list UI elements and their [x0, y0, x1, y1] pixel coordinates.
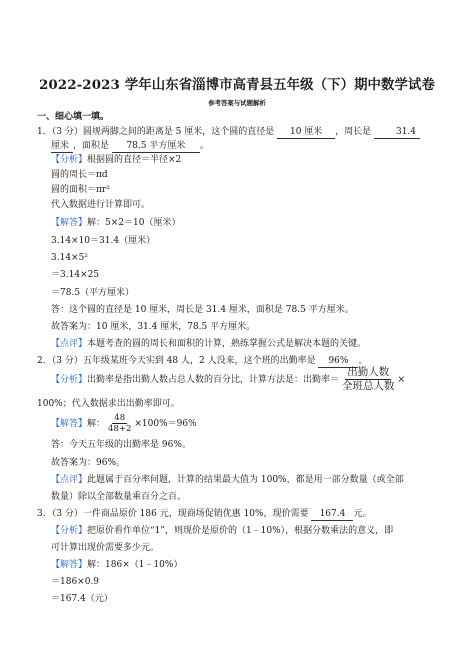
q1-solution-line-5: ＝78.5（平方厘米）: [51, 288, 135, 298]
q2-analysis-text-1: 出勤率是指出勤人数占总人数的百分比，计算方法是：出勤率＝: [87, 375, 340, 385]
q1-solution-line-7: 故答案为：10 厘米，31.4 厘米，78.5 平方厘米。: [51, 322, 256, 332]
q1-stem: [37, 126, 420, 139]
q1-comment-line: [51, 338, 366, 351]
q2-solution-tag: 【解答】: [51, 419, 88, 429]
q3-analysis-tag: 【分析】: [51, 526, 88, 536]
q1-analysis-text-1: 根据圆的直径＝半径×2: [87, 155, 182, 165]
q1-solution-text-1: 解：5×2＝10（厘米）: [87, 218, 181, 228]
q3-solution-line-2: ＝186×0.9: [51, 577, 100, 587]
q2-comment-line-2: 数量）除以全部数量乘百分之百。: [51, 492, 187, 502]
q1-stem-text: 1．（3 分）圆规两脚之间的距离是 5 厘米，这个圆的直径是: [37, 127, 275, 137]
q2-comment-tag: 【点评】: [51, 475, 88, 485]
q1-blank-diameter: 10 厘米: [277, 126, 335, 139]
q3-analysis-text-1: 把原价看作单位“1”，则现价是原价的（1﹣10%），根据分数乘法的意义，即: [87, 526, 394, 536]
q1-analysis-tag: 【分析】: [51, 155, 88, 165]
q1-solution-line-2: 3.14×10＝31.4（厘米）: [51, 236, 156, 246]
q1-analysis-line-4: 代入数据进行计算即可。: [51, 200, 151, 210]
solution-fraction-numerator: 48: [114, 413, 126, 423]
q3-solution-line-1: [51, 559, 182, 572]
q3-stem-end: 元。: [353, 509, 372, 519]
q2-comment-text-1: 此题属于百分率问题，计算的结果最大值为 100%，都是用一部分数量（或全部: [87, 475, 404, 485]
q3-solution-text-1: 解：186×（1﹣10%）: [87, 560, 183, 570]
q1-solution-line-1: [51, 217, 180, 230]
q1-stem-end: 。: [199, 141, 209, 151]
fraction-numerator: 出勤人数: [347, 366, 390, 378]
q1-solution-line-3: 3.14×5²: [51, 253, 88, 263]
q2-analysis-tag: 【分析】: [51, 375, 88, 385]
solution-fraction-denominator: 48+2: [108, 424, 132, 434]
q1-blank-circumference: 31.4: [374, 126, 420, 139]
q1-blank-area: 78.5 平方厘米: [112, 140, 200, 153]
q2-solution-pre: 解：: [87, 419, 106, 429]
times-sign: ×: [397, 375, 406, 385]
q3-analysis-line-2: 可计算出现价需要多少元。: [51, 543, 160, 553]
q2-stem-text: 2．（3 分）五年级某班今天实到 48 人，2 人没来，这个班的出勤率是: [37, 356, 316, 366]
q2-blank-rate: 96%: [318, 355, 358, 368]
fraction-denominator: 全班总人数: [342, 380, 395, 392]
q3-analysis-line-1: [51, 525, 393, 538]
q1-solution-line-6: 答：这个圆的直径是 10 厘米，周长是 31.4 厘米，面积是 78.5 平方厘米。: [51, 305, 354, 315]
q3-stem: [37, 508, 371, 521]
document-title: 2022-2023 学年山东省淄博市高青县五年级（下）期中数学试卷: [38, 77, 436, 93]
q1-solution-line-4: ＝3.14×25: [51, 270, 100, 280]
q2-comment-line-1: [51, 474, 404, 487]
section-heading: 一、细心填一填。: [37, 112, 110, 122]
document-subtitle: 参考答案与试题解析: [208, 99, 266, 107]
q2-analysis-line-2: 100%；代入数据求出出勤率即可。: [37, 399, 180, 409]
q1-analysis-line-3: 圆的面积＝πr²: [51, 185, 110, 195]
solution-fraction: [106, 413, 133, 434]
q3-solution-line-3: ＝167.4（元）: [51, 594, 113, 604]
q2-solution-line-2: 答：今天五年级的出勤率是 96%。: [51, 440, 191, 450]
q2-solution-line-1: [51, 411, 197, 437]
q3-blank-price: 167.4: [311, 508, 353, 521]
q2-solution-post: ×100%＝96%: [134, 419, 197, 429]
q1-comment-text: 本题考查的圆的周长和面积的计算，熟练掌握公式是解决本题的关键。: [87, 339, 367, 349]
q3-solution-tag: 【解答】: [51, 560, 88, 570]
q2-stem-end: 。: [358, 356, 368, 366]
q1-analysis-line-2: 圆的周长＝πd: [51, 170, 108, 180]
q1-analysis-line-1: [51, 154, 181, 167]
q2-analysis-line-1: [51, 366, 405, 394]
q1-stem-mid-b: ，面积是: [73, 141, 110, 151]
q1-stem-mid-a: ，周长是: [335, 127, 372, 137]
q1-stem-cont: [51, 140, 209, 153]
q1-blank-circumference-unit: 厘米: [51, 140, 73, 153]
q1-comment-tag: 【点评】: [51, 339, 88, 349]
q3-stem-text: 3．（3 分）一件商品原价 186 元，现商场促销优惠 10%，现价需要: [37, 509, 309, 519]
q2-solution-line-3: 故答案为：96%。: [51, 458, 126, 468]
q1-solution-tag: 【解答】: [51, 218, 88, 228]
attendance-rate-fraction: [340, 366, 397, 393]
